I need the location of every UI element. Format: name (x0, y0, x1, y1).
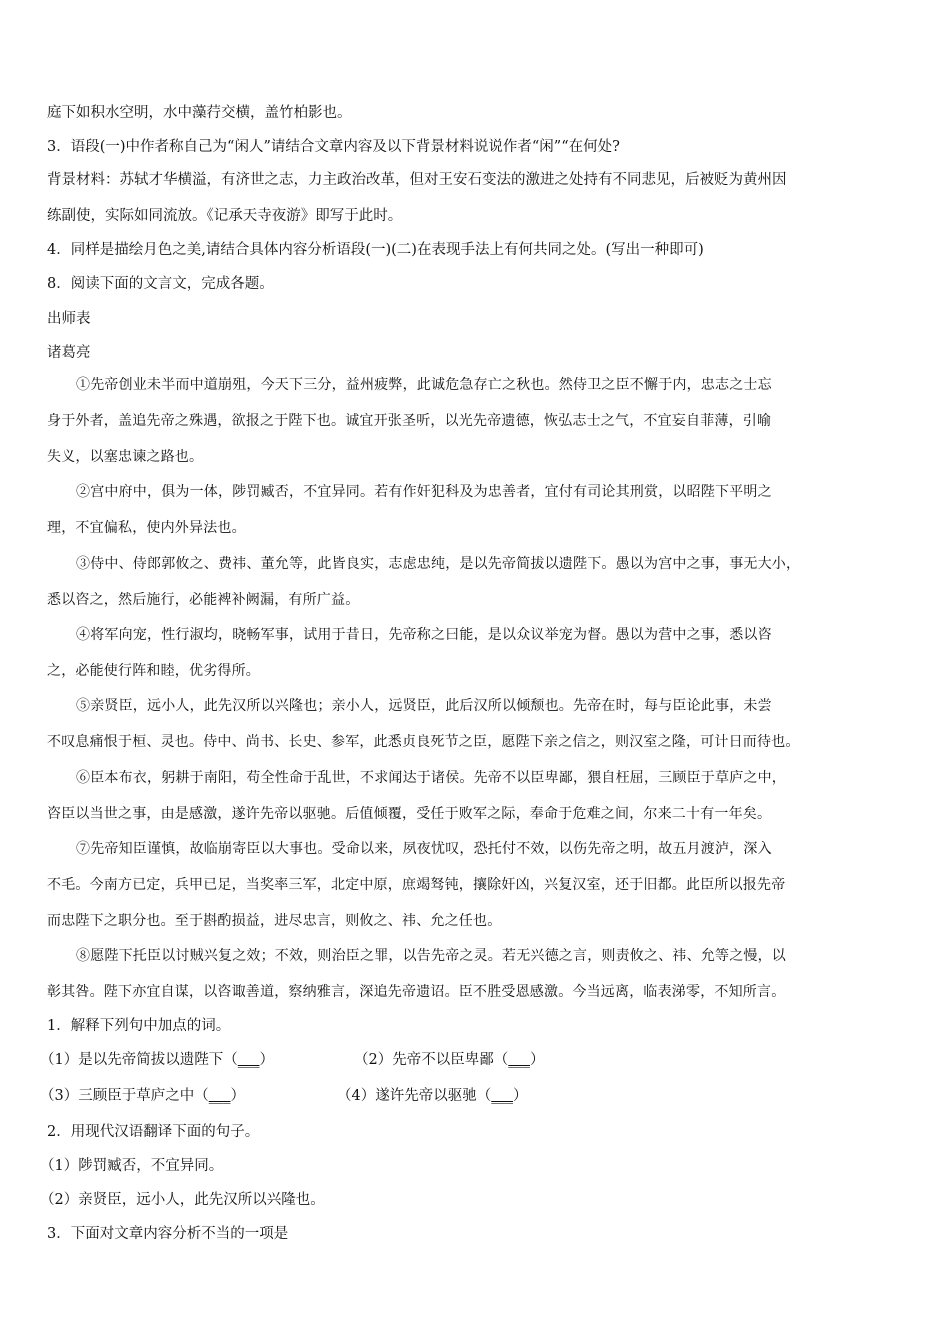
section-heading: 8．阅读下面的文言文，完成各题。 (47, 276, 274, 292)
text-line: 庭下如积水空明，水中藻荇交横，盖竹柏影也。 (47, 105, 352, 121)
item-close: ） (512, 1088, 528, 1104)
answer-blank[interactable]: ___ (208, 1088, 231, 1104)
paragraph-line: 彰其咎。陛下亦宜自谋，以咨诹善道，察纳雅言，深追先帝遗诏。臣不胜受恩感激。今当远离，临表涕零，不知所言。 (47, 984, 786, 1000)
paragraph-line: 不毛。今南方已定，兵甲已足，当奖率三军，北定中原，庶竭驽钝，攘除奸凶，兴复汉室，还于旧都。此臣所以报先帝 (47, 877, 786, 893)
item-close: ） (529, 1052, 545, 1068)
question-4: 4．同样是描绘月色之美,请结合具体内容分析语段(一)(二)在表现手法上有何共同之处。(写出一种即可) (47, 242, 704, 258)
paragraph-line: ①先帝创业未半而中道崩殂，今天下三分，益州疲弊，此诚危急存亡之秋也。然侍卫之臣不懈于内，忠志之士忘 (76, 377, 772, 393)
item-text: （4）遂许先帝以驱驰（ (337, 1088, 492, 1104)
question-1-item (354, 1050, 654, 1070)
question-2-item: （2）亲贤臣，远小人，此先汉所以兴隆也。 (40, 1192, 325, 1208)
paragraph-line: ⑧愿陛下托臣以讨贼兴复之效；不效，则治臣之罪，以告先帝之灵。若无兴德之言，则责攸之、祎、允等之慢，以 (76, 948, 786, 964)
question-1-item (40, 1050, 340, 1070)
paragraph-line: ③侍中、侍郎郭攸之、费祎、董允等，此皆良实，志虑忠纯，是以先帝简拔以遗陛下。愚以为宫中之事，事无大小， (76, 556, 801, 572)
answer-blank[interactable]: ___ (237, 1052, 260, 1068)
paragraph-line: ④将军向宠，性行淑均，晓畅军事，试用于昔日，先帝称之曰能，是以众议举宠为督。愚以为营中之事，悉以咨 (76, 627, 772, 643)
item-close: ） (259, 1052, 274, 1068)
background-text: 背景材料：苏轼才华横溢，有济世之志，力主政治改革，但对王安石变法的激进之处持有不同悲见，后被贬为黄州因 (47, 172, 787, 188)
paragraph-line: ⑥臣本布衣，躬耕于南阳，苟全性命于乱世，不求闻达于诸侯。先帝不以臣卑鄙，猥自枉屈，三顾臣于草庐之中， (76, 770, 786, 786)
item-text: （2）先帝不以臣卑鄙（ (354, 1052, 509, 1068)
item-close: ） (230, 1088, 245, 1104)
paragraph-line: ⑤亲贤臣，远小人，此先汉所以兴隆也；亲小人，远贤臣，此后汉所以倾颓也。先帝在时，每与臣论此事，未尝 (76, 698, 772, 714)
question-3: 3．语段(一)中作者称自己为“闲人”请结合文章内容及以下背景材料说说作者“闲”“在何处? (47, 139, 620, 155)
text-author: 诸葛亮 (47, 345, 91, 361)
question-1: 1．解释下列句中加点的词。 (47, 1018, 231, 1034)
question-1-item (40, 1086, 340, 1106)
answer-blank[interactable]: ___ (491, 1088, 513, 1104)
paragraph-line: 咨臣以当世之事，由是感激，遂许先帝以驱驰。后值倾覆，受任于败军之际，奉命于危难之间，尔来二十有一年矣。 (47, 806, 772, 822)
paragraph-line: 而忠陛下之职分也。至于斟酌损益，进尽忠言，则攸之、祎、允之任也。 (47, 913, 502, 929)
question-2: 2．用现代汉语翻译下面的句子。 (47, 1124, 260, 1140)
paragraph-line: 不叹息痛恨于桓、灵也。侍中、尚书、长史、参军，此悉贞良死节之臣，愿陛下亲之信之，则汉室之隆，可计日而待也。 (47, 734, 800, 750)
text-title: 出师表 (47, 311, 91, 327)
question-2-item: （1）陟罚臧否，不宜异同。 (40, 1158, 224, 1174)
paragraph-line: 之，必能使行阵和睦，优劣得所。 (47, 663, 260, 679)
paragraph-line: 悉以咨之，然后施行，必能裨补阙漏，有所广益。 (47, 592, 360, 608)
answer-blank[interactable]: ___ (508, 1052, 530, 1068)
paragraph-line: 身于外者，盖追先帝之殊遇，欲报之于陛下也。诚宜开张圣听，以光先帝遗德，恢弘志士之气，不宜妄自菲薄，引喻 (47, 413, 772, 429)
paragraph-line: ②宫中府中，俱为一体，陟罚臧否，不宜异同。若有作奸犯科及为忠善者，宜付有司论其刑赏，以昭陛下平明之 (76, 484, 772, 500)
paragraph-line: 理，不宜偏私，使内外异法也。 (47, 520, 246, 536)
item-text: （3）三顾臣于草庐之中（ (40, 1088, 209, 1104)
question-1-item (337, 1086, 637, 1106)
paragraph-line: ⑦先帝知臣谨慎，故临崩寄臣以大事也。受命以来，夙夜忧叹，恐托付不效，以伤先帝之明，故五月渡泸，深入 (76, 841, 772, 857)
question-3: 3．下面对文章内容分析不当的一项是 (47, 1226, 289, 1242)
paragraph-line: 失义，以塞忠谏之路也。 (47, 449, 204, 465)
background-text: 练副使，实际如同流放。《记承天寺夜游》即写于此时。 (47, 208, 403, 224)
item-text: （1）是以先帝简拔以遗陛下（ (40, 1052, 238, 1068)
